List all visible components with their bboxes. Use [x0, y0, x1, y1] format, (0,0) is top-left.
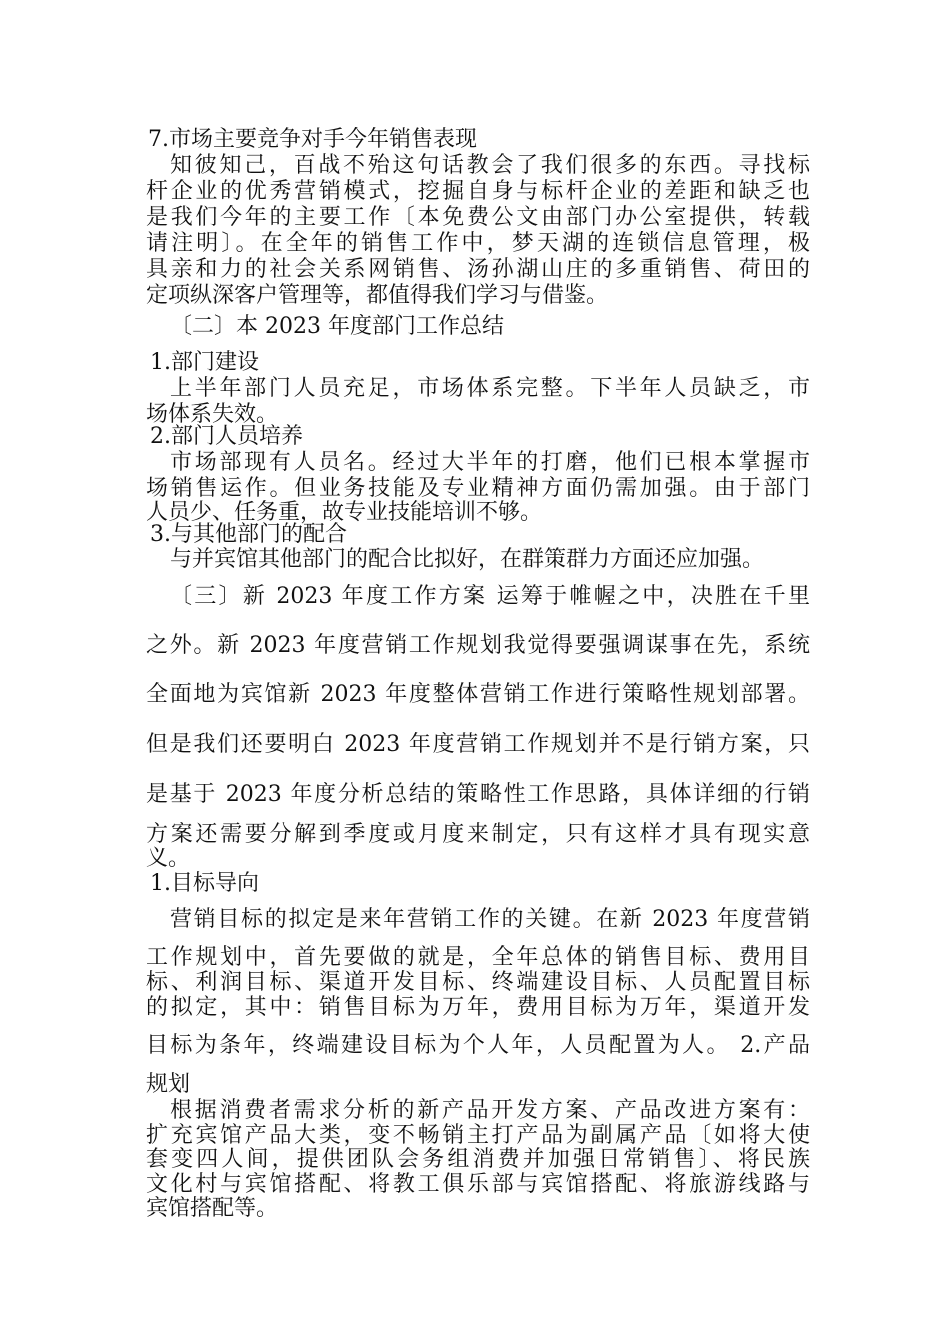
- paragraph-line: 扩充宾馆产品大类，变不畅销主打产品为副属产品〔如将大使: [146, 1123, 810, 1148]
- paragraph-line: 宾馆搭配等。: [146, 1196, 279, 1221]
- paragraph-line: 文化村与宾馆搭配、将教工俱乐部与宾馆搭配、将旅游线路与: [146, 1172, 810, 1197]
- paragraph-line: 人员少、任务重，故专业技能培训不够。: [146, 500, 543, 525]
- paragraph-line: 杆企业的优秀营销模式，挖掘自身与标杆企业的差距和缺乏也: [146, 179, 810, 204]
- paragraph-line: 规划: [146, 1072, 191, 1097]
- paragraph-line: 但是我们还要明白 2023 年度营销工作规划并不是行销方案，只: [146, 732, 810, 757]
- section-heading-three: 〔三〕新 2023 年度工作方案 运筹于帷幄之中，决胜在千里: [170, 584, 810, 609]
- paragraph-line: 市场部现有人员名。经过大半年的打磨，他们已根本掌握市: [170, 450, 810, 475]
- paragraph-line: 知彼知己，百战不殆这句话教会了我们很多的东西。寻找标: [170, 153, 810, 178]
- heading-department-building: 1.部门建设: [150, 350, 259, 375]
- paragraph-line: 方案还需要分解到季度或月度来制定，只有这样才具有现实意: [146, 822, 810, 847]
- paragraph-line: 定项纵深客户管理等，都值得我们学习与借鉴。: [146, 283, 609, 308]
- paragraph-line: 套变四人间，提供团队会务组消费并加强日常销售〕、将民族: [146, 1147, 810, 1172]
- paragraph-line: 之外。新 2023 年度营销工作规划我觉得要强调谋事在先，系统: [146, 633, 810, 658]
- heading-target-orientation: 1.目标导向: [150, 871, 259, 896]
- paragraph-line: 全面地为宾馆新 2023 年度整体营销工作进行策略性规划部署。: [146, 682, 810, 707]
- paragraph-line: 上半年部门人员充足，市场体系完整。下半年人员缺乏，市: [170, 376, 810, 401]
- paragraph-line: 是基于 2023 年度分析总结的策略性工作思路，具体详细的行销: [146, 782, 810, 807]
- paragraph-line: 营销目标的拟定是来年营销工作的关键。在新 2023 年度营销: [170, 907, 810, 932]
- section-heading-two: 〔二〕本 2023 年度部门工作总结: [170, 314, 504, 339]
- paragraph-line: 的拟定，其中：销售目标为万年，费用目标为万年，渠道开发: [146, 995, 810, 1020]
- paragraph-line: 场销售运作。但业务技能及专业精神方面仍需加强。由于部门: [146, 476, 810, 501]
- paragraph-line: 请注明〕。在全年的销售工作中，梦天湖的连锁信息管理，极: [146, 231, 810, 256]
- paragraph-line: 目标为条年，终端建设目标为个人年，人员配置为人。 2.产品: [146, 1033, 810, 1058]
- paragraph-line: 场体系失效。: [146, 402, 279, 427]
- paragraph-line: 工作规划中，首先要做的就是，全年总体的销售目标、费用目: [146, 945, 810, 970]
- paragraph-line: 具亲和力的社会关系网销售、汤孙湖山庄的多重销售、荷田的: [146, 257, 810, 282]
- paragraph-line: 与并宾馆其他部门的配合比拟好，在群策群力方面还应加强。: [170, 547, 765, 572]
- paragraph-line: 标、利润目标、渠道开发目标、终端建设目标、人员配置目标: [146, 970, 810, 995]
- heading-staff-training: 2.部门人员培养: [150, 424, 303, 449]
- paragraph-line: 是我们今年的主要工作〔本免费公文由部门办公室提供，转载: [146, 205, 810, 230]
- heading-cooperation: 3.与其他部门的配合: [150, 522, 347, 547]
- heading-competitors: 7.市场主要竞争对手今年销售表现: [148, 127, 477, 152]
- paragraph-line: 义。: [146, 846, 191, 871]
- paragraph-line: 根据消费者需求分析的新产品开发方案、产品改进方案有：: [170, 1098, 810, 1123]
